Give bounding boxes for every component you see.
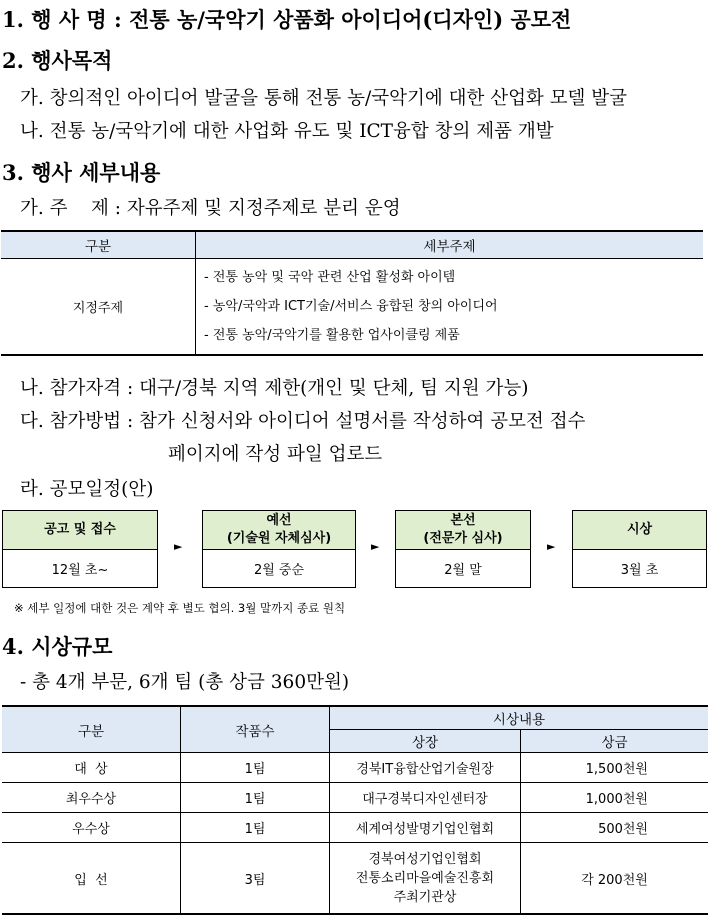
step-date: 2월 말 bbox=[444, 563, 482, 578]
award-prize-name: 대구경북디자인센터장 bbox=[330, 783, 521, 813]
step-stage-sub: (기술원 자체심사) bbox=[226, 531, 332, 546]
award-header-prize-name: 상장 bbox=[330, 730, 521, 753]
award-prize-names bbox=[330, 843, 521, 915]
arrow-icon: ► bbox=[174, 540, 183, 553]
award-header-prize-money: 상금 bbox=[521, 730, 709, 753]
schedule-heading: 라. 공모일정(안) bbox=[20, 479, 154, 500]
step-stage-name: 본선 bbox=[450, 513, 476, 528]
method-line-cont: 페이지에 작성 파일 업로드 bbox=[168, 444, 383, 465]
section-award-heading: 4. 시상규모 bbox=[2, 634, 113, 659]
theme-category: 지정주제 bbox=[1, 259, 196, 356]
award-count: 1팀 bbox=[181, 753, 330, 783]
arrow-icon: ► bbox=[547, 540, 556, 553]
step-stage: 공고 및 접수 bbox=[3, 511, 157, 550]
arrow-icon: ► bbox=[371, 540, 380, 553]
theme-topic-list bbox=[196, 259, 704, 356]
theme-header-category: 구분 bbox=[1, 231, 196, 259]
theme-table bbox=[1, 230, 703, 356]
award-table bbox=[2, 705, 708, 915]
list-item: - 전통 농악/국악기를 활용한 업사이클링 제품 bbox=[204, 328, 460, 343]
award-prize-name: 경북IT융합산업기술원장 bbox=[330, 753, 521, 783]
step-stage-sub: (전문가 심사) bbox=[423, 531, 503, 546]
award-prize-money: 1,500천원 bbox=[521, 753, 709, 783]
section-purpose-heading: 2. 행사목적 bbox=[2, 48, 113, 73]
award-prize-money: 1,000천원 bbox=[521, 783, 709, 813]
award-header-count: 작품수 bbox=[181, 706, 330, 753]
qualification-line: 나. 참가자격 : 대구/경북 지역 제한(개인 및 단체, 팀 지원 가능) bbox=[20, 378, 529, 399]
award-category: 대 상 bbox=[2, 753, 181, 783]
table-row bbox=[1, 259, 703, 356]
award-prize-name: 세계여성발명기업인협회 bbox=[330, 813, 521, 843]
award-count: 1팀 bbox=[181, 783, 330, 813]
schedule-step-award bbox=[572, 510, 707, 588]
event-title: 1. 행 사 명 : 전통 농/국악기 상품화 아이디어(디자인) 공모전 bbox=[2, 7, 572, 32]
schedule-step-preliminary bbox=[202, 510, 356, 588]
award-header-category: 구분 bbox=[2, 706, 181, 753]
step-stage: 시상 bbox=[573, 511, 706, 550]
step-stage-name: 예선 bbox=[266, 513, 292, 528]
award-header-content: 시상내용 bbox=[330, 706, 709, 730]
award-category: 입 선 bbox=[2, 843, 181, 915]
award-prize-name: 주최기관상 bbox=[393, 889, 457, 905]
award-prize-name: 경북여성기업인협회 bbox=[368, 851, 482, 867]
step-stage bbox=[203, 511, 355, 550]
step-stage bbox=[396, 511, 530, 550]
schedule-step-final bbox=[395, 510, 531, 588]
step-date: 12월 초~ bbox=[51, 563, 109, 578]
theme-header-topic: 세부주제 bbox=[196, 231, 704, 259]
schedule-step-announce bbox=[2, 510, 158, 588]
award-category: 우수상 bbox=[2, 813, 181, 843]
award-prize-money: 각 200천원 bbox=[521, 843, 709, 915]
list-item: - 전통 농악 및 국악 관련 산업 활성화 아이템 bbox=[204, 270, 456, 285]
award-prize-money: 500천원 bbox=[521, 813, 709, 843]
purpose-item: 나. 전통 농/국악기에 대한 사업화 유도 및 ICT융합 창의 제품 개발 bbox=[20, 121, 554, 142]
list-item: - 농악/국악과 ICT기술/서비스 융합된 창의 아이디어 bbox=[204, 299, 498, 314]
award-summary: - 총 4개 부문, 6개 팀 (총 상금 360만원) bbox=[20, 672, 350, 693]
purpose-item: 가. 창의적인 아이디어 발굴을 통해 전통 농/국악기에 대한 산업화 모델 발굴 bbox=[20, 88, 628, 109]
award-count: 1팀 bbox=[181, 813, 330, 843]
step-date: 3월 초 bbox=[620, 563, 659, 578]
award-prize-name: 전통소리마을예술진흥회 bbox=[355, 870, 495, 886]
section-details-heading: 3. 행사 세부내용 bbox=[2, 160, 161, 185]
table-row bbox=[2, 813, 708, 843]
step-date: 2월 중순 bbox=[253, 563, 305, 578]
award-category: 최우수상 bbox=[2, 783, 181, 813]
theme-line: 가. 주 제 : 자유주제 및 지정주제로 분리 운영 bbox=[20, 198, 401, 219]
award-count: 3팀 bbox=[181, 843, 330, 915]
schedule-note: ※ 세부 일정에 대한 것은 계약 후 별도 협의. 3월 말까지 종료 원칙 bbox=[14, 601, 346, 615]
table-row bbox=[2, 783, 708, 813]
table-row bbox=[2, 843, 708, 915]
table-row bbox=[2, 753, 708, 783]
method-line: 다. 참가방법 : 참가 신청서와 아이디어 설명서를 작성하여 공모전 접수 bbox=[20, 411, 586, 432]
